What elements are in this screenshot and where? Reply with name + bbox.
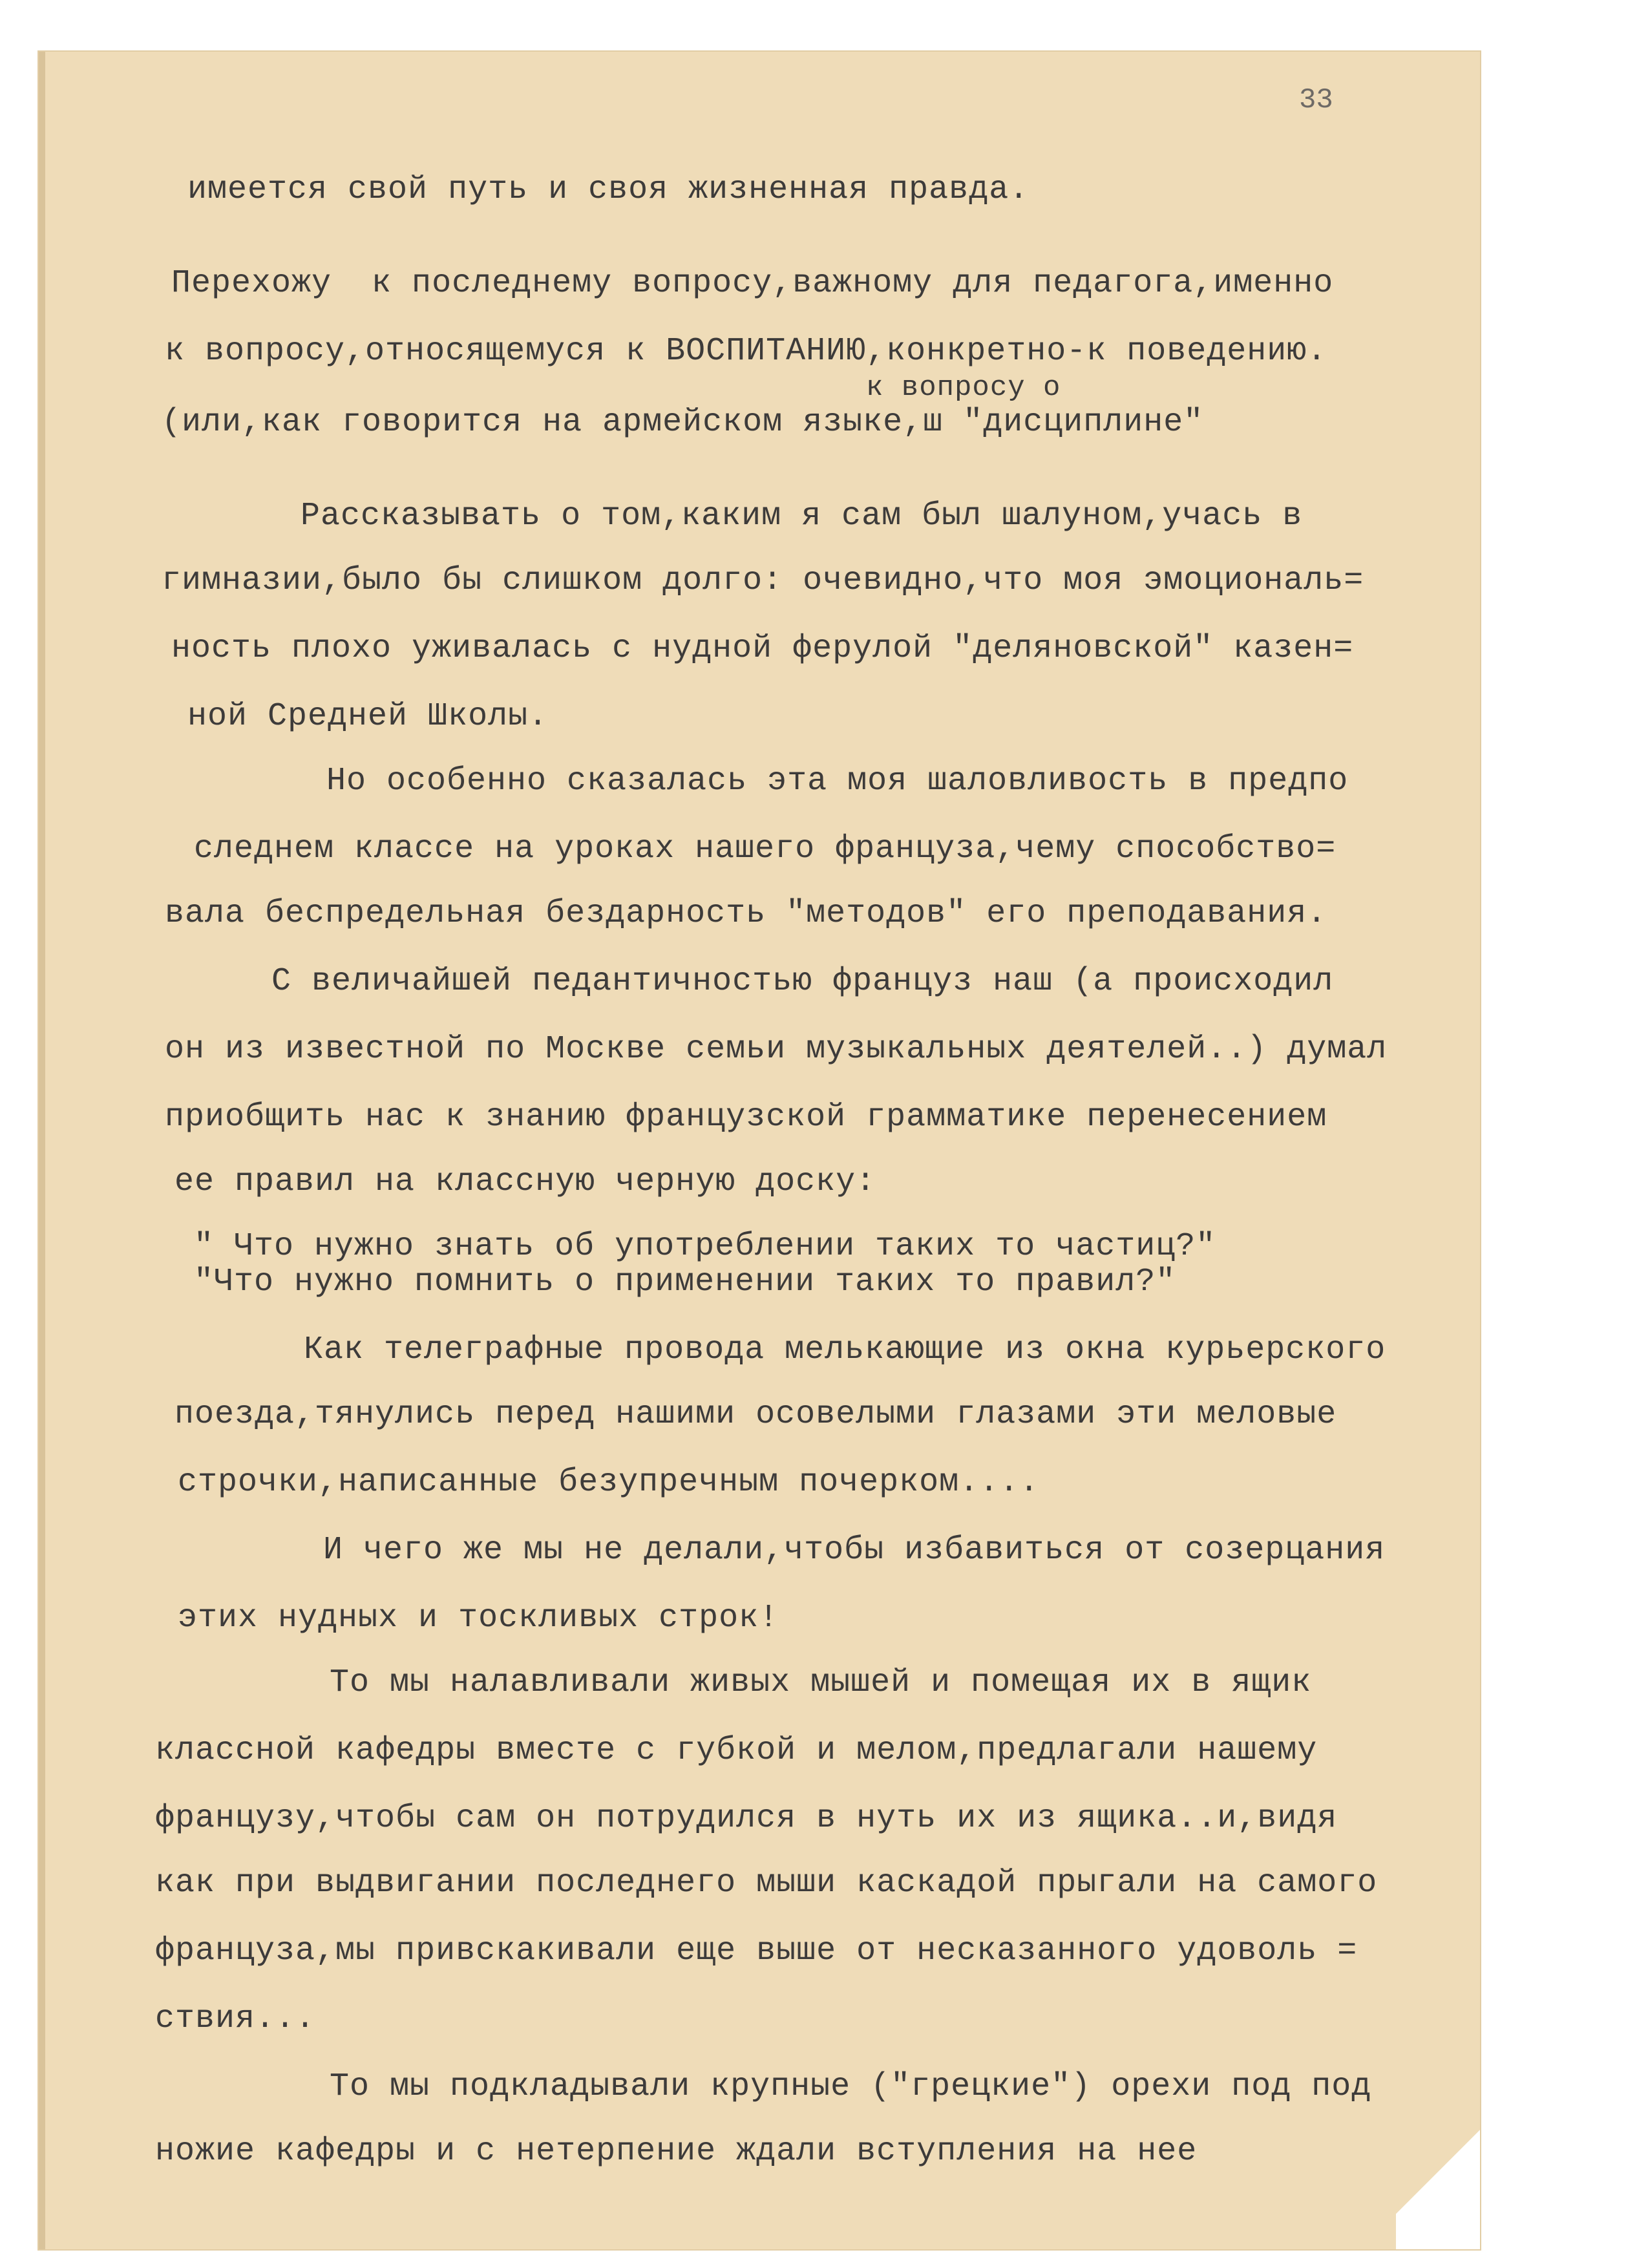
text-line: вала беспредельная бездарность "методов" его преподавания. (165, 895, 1327, 932)
text-line: к вопросу,относящемуся к ВОСПИТАНИЮ,конкретно-к поведению. (165, 333, 1327, 370)
text-line: следнем классе на уроках нашего француза,чему способство= (194, 831, 1336, 867)
text-line: То мы налавливали живых мышей и помещая их в ящик (330, 1664, 1312, 1701)
text-line: ствия... (155, 2000, 316, 2037)
text-line: этих нудных и тоскливых строк! (178, 1600, 779, 1637)
text-line: И чего же мы не делали,чтобы избавиться от созерцания (323, 1532, 1386, 1569)
text-line: французу,чтобы сам он потрудился в нуть их из ящика..и,видя (155, 1800, 1338, 1837)
text-line: строчки,написанные безупречным почерком.... (178, 1464, 1040, 1501)
text-line: С величайшей педантичностью француз наш (а происходил (271, 963, 1334, 1000)
folded-corner (1396, 2094, 1480, 2249)
text-line: как при выдвигании последнего мыши каскадой прыгали на самого (155, 1865, 1378, 1902)
sheet-edge (39, 52, 45, 2249)
page-number: 33 (1299, 84, 1333, 116)
text-line-insertion: к вопросу о (866, 372, 1061, 404)
text-line: ной Средней Школы. (187, 698, 549, 735)
text-line: поезда,тянулись перед нашими осовелыми глазами эти меловые (174, 1396, 1337, 1433)
text-line: классной кафедры вместе с губкой и мелом,предлагали нашему (155, 1732, 1318, 1769)
paper-sheet (39, 52, 1480, 2249)
text-line: Как телеграфные провода мелькающие из окна курьерского (304, 1331, 1386, 1368)
text-line: имеется свой путь и своя жизненная правда. (187, 171, 1030, 208)
text-line: ее правил на классную черную доску: (174, 1163, 876, 1200)
text-line: француза,мы привскакивали еще выше от несказанного удоволь = (155, 1933, 1358, 1969)
text-line: Перехожу к последнему вопросу,важному для педагога,именно (171, 265, 1334, 302)
text-line: гимназии,было бы слишком долго: очевидно,что моя эмоциональ= (162, 562, 1364, 599)
text-line: ность плохо уживалась с нудной ферулой "деляновской" казен= (171, 630, 1354, 667)
text-line: "Что нужно помнить о применении таких то правил?" (194, 1264, 1176, 1300)
text-line: приобщить нас к знанию французской грамматике перенесением (165, 1099, 1327, 1136)
text-line: он из известной по Москве семьи музыкальных деятелей..) думал (165, 1031, 1388, 1068)
text-line: ножие кафедры и с нетерпение ждали вступления на нее (155, 2133, 1198, 2170)
text-line: " Что нужно знать об употреблении таких то частиц?" (194, 1228, 1216, 1265)
text-line: Но особенно сказалась эта моя шаловливость в предпо (326, 763, 1349, 800)
text-line: То мы подкладывали крупные ("грецкие") орехи под под (330, 2068, 1372, 2105)
text-line: Рассказывать о том,каким я сам был шалуном,учась в (301, 498, 1303, 535)
text-line: (или,как говорится на армейском языке,ш "дисциплине" (162, 404, 1204, 441)
